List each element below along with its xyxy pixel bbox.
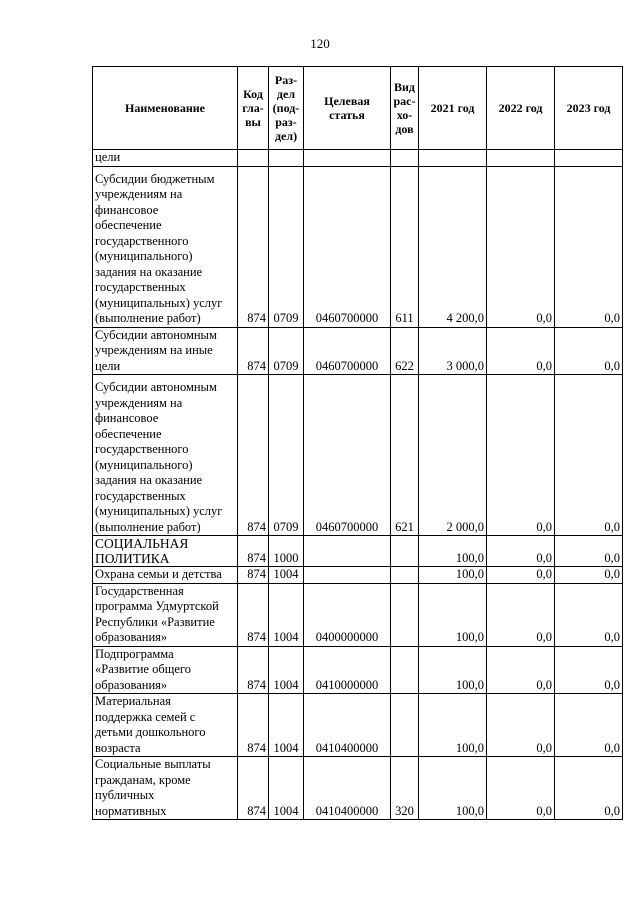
table-row [93,646,623,694]
row-2022: 0,0 [487,583,555,646]
table-row [93,166,623,327]
row-2023: 0,0 [555,536,623,567]
table-row [93,567,623,584]
row-section: 0709 [269,166,304,327]
row-section: 1004 [269,567,304,584]
row-2023 [555,150,623,167]
table-row [93,536,623,567]
row-type [391,583,419,646]
row-2021: 100,0 [419,646,487,694]
table-row [93,375,623,536]
row-2021 [419,150,487,167]
row-type: 621 [391,375,419,536]
row-name: Материальная поддержка семей с детьми дошкольного возраста [93,694,238,757]
row-section [269,150,304,167]
row-article: 0460700000 [304,375,391,536]
row-type [391,646,419,694]
table-row [93,757,623,820]
header-expense-type: Вид рас- хо- дов [391,67,419,150]
row-article: 0410000000 [304,646,391,694]
row-type [391,567,419,584]
row-2021: 100,0 [419,583,487,646]
row-article: 0400000000 [304,583,391,646]
row-2023: 0,0 [555,583,623,646]
row-article: 0410400000 [304,694,391,757]
row-2022: 0,0 [487,757,555,820]
row-2023: 0,0 [555,375,623,536]
row-section: 1004 [269,757,304,820]
header-2022: 2022 год [487,67,555,150]
row-article [304,567,391,584]
table-row [93,583,623,646]
row-2021: 3 000,0 [419,327,487,375]
row-section: 1004 [269,583,304,646]
table-header-row [93,67,623,150]
row-chapter: 874 [238,567,269,584]
header-chapter-code: Код гла- вы [238,67,269,150]
row-2021: 2 000,0 [419,375,487,536]
row-type: 320 [391,757,419,820]
row-2021: 4 200,0 [419,166,487,327]
row-type [391,150,419,167]
row-chapter [238,150,269,167]
row-article: 0460700000 [304,327,391,375]
row-name: СОЦИАЛЬНАЯ ПОЛИТИКА [93,536,238,567]
table-row [93,327,623,375]
row-article [304,150,391,167]
header-target-article: Целевая статья [304,67,391,150]
row-type [391,694,419,757]
header-2021: 2021 год [419,67,487,150]
row-section: 0709 [269,375,304,536]
row-2023: 0,0 [555,327,623,375]
row-2022: 0,0 [487,646,555,694]
row-chapter: 874 [238,694,269,757]
row-2022: 0,0 [487,166,555,327]
row-section: 1000 [269,536,304,567]
row-section: 1004 [269,646,304,694]
row-name: Субсидии бюджетным учреждениям на финансовое обеспечение государственного (муниципального) задания на оказание государственных (муниципальных) услуг (выполнение работ) [93,166,238,327]
row-name: Социальные выплаты гражданам, кроме публичных нормативных [93,757,238,820]
table-row [93,150,623,167]
row-2021: 100,0 [419,536,487,567]
row-type: 611 [391,166,419,327]
row-section: 0709 [269,327,304,375]
header-section: Раз- дел (под- раз- дел) [269,67,304,150]
table-row [93,694,623,757]
row-article [304,536,391,567]
row-2022 [487,150,555,167]
header-2023: 2023 год [555,67,623,150]
row-name: Государственная программа Удмуртской Республики «Развитие образования» [93,583,238,646]
row-2023: 0,0 [555,694,623,757]
header-name: Наименование [93,67,238,150]
row-2023: 0,0 [555,567,623,584]
row-2022: 0,0 [487,536,555,567]
row-article: 0410400000 [304,757,391,820]
budget-table [92,66,623,820]
row-chapter: 874 [238,757,269,820]
row-2022: 0,0 [487,694,555,757]
row-chapter: 874 [238,646,269,694]
row-name: Субсидии автономным учреждениям на иные цели [93,327,238,375]
row-name: цели [93,150,238,167]
row-name: Субсидии автономным учреждениям на финансовое обеспечение государственного (муниципального) задания на оказание государственных (муниципальных) услуг (выполнение работ) [93,375,238,536]
row-chapter: 874 [238,536,269,567]
row-type [391,536,419,567]
row-article: 0460700000 [304,166,391,327]
row-name: Охрана семьи и детства [93,567,238,584]
row-2021: 100,0 [419,757,487,820]
row-2023: 0,0 [555,757,623,820]
row-2022: 0,0 [487,567,555,584]
row-2021: 100,0 [419,694,487,757]
row-2023: 0,0 [555,646,623,694]
row-2023: 0,0 [555,166,623,327]
row-2022: 0,0 [487,375,555,536]
row-chapter: 874 [238,375,269,536]
row-2021: 100,0 [419,567,487,584]
row-chapter: 874 [238,327,269,375]
row-chapter: 874 [238,166,269,327]
row-name: Подпрограмма «Развитие общего образования» [93,646,238,694]
row-type: 622 [391,327,419,375]
row-chapter: 874 [238,583,269,646]
page-number: 120 [310,36,330,51]
row-2022: 0,0 [487,327,555,375]
row-section: 1004 [269,694,304,757]
